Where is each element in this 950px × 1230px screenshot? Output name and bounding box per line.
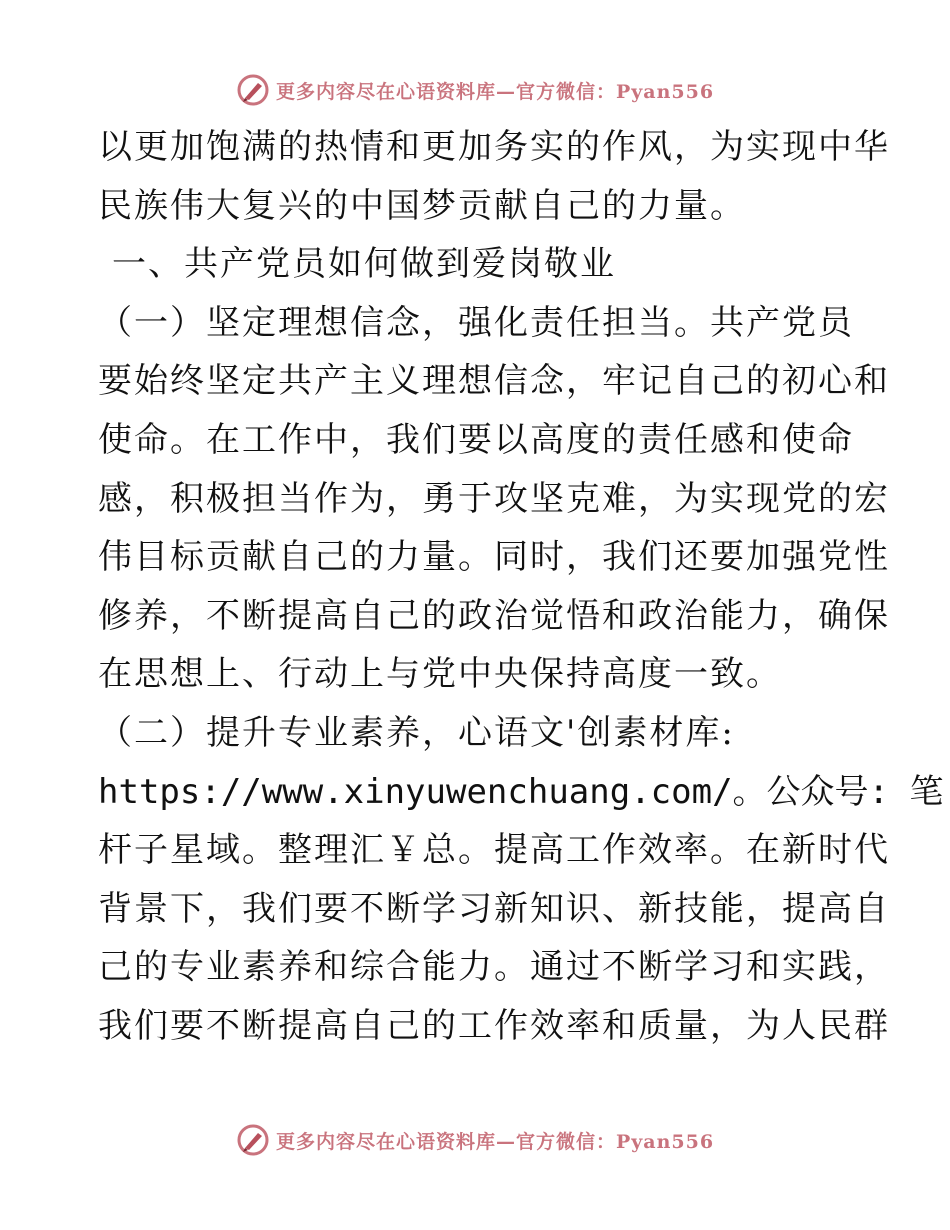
text-line: 伟目标贡献自己的力量。同时，我们还要加强党性: [98, 537, 890, 578]
text-line: 民族伟大复兴的中国梦贡献自己的力量。: [98, 185, 746, 226]
pen-logo-icon: [236, 73, 270, 107]
text-line: 使命。在工作中，我们要以高度的责任感和使命: [98, 419, 854, 460]
text-line: 杆子星域。整理汇￥总。提高工作效率。在新时代: [98, 830, 890, 871]
text-line: 要始终坚定共产主义理想信念，牢记自己的初心和: [98, 361, 890, 402]
text-line: 以更加饱满的热情和更加务实的作风，为实现中华: [98, 127, 890, 167]
text-line: 感，积极担当作为，勇于攻坚克难，为实现党的宏: [98, 478, 890, 519]
section-heading: 一、共产党员如何做到爱岗敬业: [112, 244, 616, 285]
text-line: 修养，不断提高自己的政治觉悟和政治能力，确保: [98, 595, 890, 636]
text-line: 在思想上、行动上与党中央保持高度一致。: [98, 654, 782, 695]
watermark-footer: [0, 1120, 950, 1160]
text-line: 我们要不断提高自己的工作效率和质量，为人民群: [98, 1005, 890, 1046]
text-line: （二）提升专业素养，心语文'创素材库:: [98, 712, 735, 753]
document-body: [98, 118, 944, 1056]
text-line-url: https://www.xinyuwenchuang.com/。公众号: 笔: [98, 771, 944, 812]
watermark-text: 更多内容尽在心语资料库—官方微信：Pyan556: [275, 1130, 715, 1153]
watermark-text: 更多内容尽在心语资料库—官方微信：Pyan556: [275, 80, 715, 103]
pen-logo-icon: [236, 1123, 270, 1157]
text-line: 己的专业素养和综合能力。通过不断学习和实践，: [98, 947, 890, 988]
watermark-header: [0, 70, 950, 110]
text-line: 背景下，我们要不断学习新知识、新技能，提高自: [98, 888, 890, 929]
text-line: （一）坚定理想信念，强化责任担当。共产党员: [98, 302, 854, 343]
